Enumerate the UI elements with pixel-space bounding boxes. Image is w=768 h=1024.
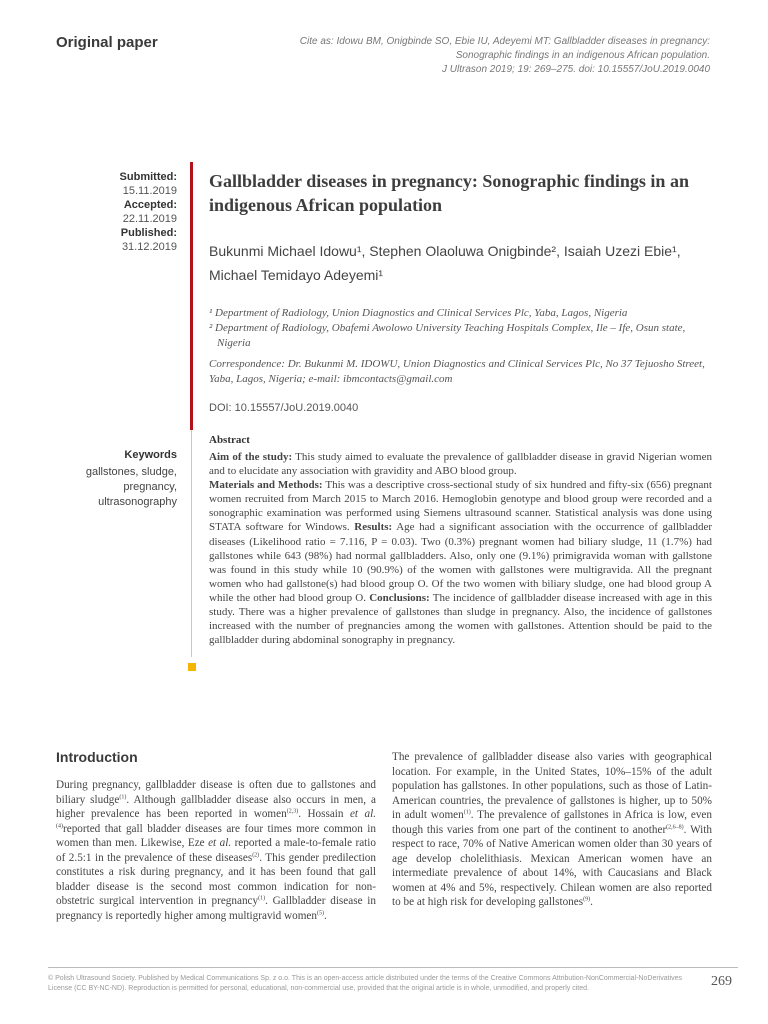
intro-text: . Hossain — [298, 808, 350, 820]
ref-marker: (2) — [252, 851, 260, 858]
intro-text: reported that gall bladder diseases are four times more common in women than men. Likewise, Eze — [56, 822, 376, 849]
conclusions-text: The incidence of gallbladder disease increased with age in this study. There was a higher prevalence of gallstones than sludge in pregnancy. Also, the incidence of gallstones increased with the number of pregnancies among the women with gallstones. Attention should be paid to the gallbladder during abdominal sonography in pregnancy. — [209, 591, 713, 647]
ref-marker: (1) — [258, 895, 266, 902]
intro-text: . — [323, 909, 327, 922]
ref-marker: (9) — [583, 896, 591, 903]
intro-column-right — [392, 750, 712, 910]
affiliation-2: ² Department of Radiology, Obafemi Awolowo University Teaching Hospitals Complex, Ile – Ife, Osun state, Nigeria — [209, 322, 686, 349]
intro-text: . With respect to race, 70% of Native American women older than 30 years of age develop cholelithiasis. Mexican American women have an intermediate prevalence of about 14%, with Caucasians and Black women at 4% and 5%, respectively. Chilean women are also reported to be at high risk for developing gallstones — [392, 823, 712, 908]
intro-column-left — [56, 778, 376, 923]
intro-text: . This gender predilection constitutes a risk during pregnancy, and it has been found that gall bladder disease is the second most common indication for non-obstetric surgical intervention in pregnancy — [56, 851, 376, 907]
results-text: Age had a significant association with the occurrence of gallbladder diseases (Likelihood ratio = 7.116, P = 0.03). Two (0.3%) pregnant women had biliary sludge, 11 (1.7%) had gallstones while 643 (98%) had normal gallbladders. Also, only one (9.1%) primigravida woman with gallstone was found in this study while 10 (90.9%) of the women with gallstones were multigravida. All the pregnant women who had gallstone(s) had blood group O. Of the two women with biliary sludge, one had blood group A while the other had blood group O. — [209, 521, 713, 604]
affiliation-1: ¹ Department of Radiology, Union Diagnostics and Clinical Services Plc, Yaba, Lagos, Nigeria — [209, 307, 628, 319]
page-number: 269 — [711, 974, 732, 989]
methods-label: Materials and Methods: — [209, 479, 323, 492]
introduction-heading: Introduction — [56, 749, 138, 765]
abstract-body — [209, 450, 712, 647]
doi-label: DOI: 10.15557/JoU.2019.0040 — [209, 402, 359, 414]
author-list: Bukunmi Michael Idowu¹, Stephen Olaoluwa Onigbinde², Isaiah Uzezi Ebie¹, Michael Temidayo Adeyemi¹ — [209, 243, 681, 283]
intro-text: The prevalence of gallbladder disease also varies with geographical location. For example, in the United States, 10%–15% of the adult population has gallstones. In other populations, such as those of Latin-American countries, the prevalence of gallstones is higher, up to 50% in adult women — [392, 751, 712, 821]
dates-block — [60, 170, 177, 254]
accent-square-yellow — [188, 663, 196, 671]
article-title: Gallbladder diseases in pregnancy: Sonographic findings in an indigenous African population — [209, 171, 689, 215]
ref-marker: (4) — [56, 822, 63, 829]
submitted-date: 15.11.2019 — [122, 185, 177, 197]
paper-type-label: Original paper — [56, 34, 158, 51]
citation-block — [260, 35, 710, 77]
affiliations — [209, 306, 719, 351]
footer-divider — [48, 967, 738, 968]
intro-text: . Although gallbladder disease also occurs in men, a higher prevalence has been reported in women — [56, 793, 376, 820]
ref-marker: (5) — [316, 909, 324, 916]
ref-marker: (2,3) — [286, 808, 299, 815]
citation-line: Sonographic findings in an indigenous African population. — [455, 50, 710, 61]
published-label: Published: — [120, 227, 177, 239]
accepted-label: Accepted: — [123, 199, 177, 211]
aim-label: Aim of the study: — [209, 451, 293, 463]
keywords-heading: Keywords — [124, 449, 177, 461]
intro-text: reported a male-to-female ratio of 2.5:1 in the prevalence of these diseases — [56, 837, 376, 864]
et-al: et al. — [349, 808, 376, 820]
abstract-heading: Abstract — [209, 434, 250, 446]
accent-bar-red — [190, 162, 193, 430]
ref-marker: (1) — [463, 809, 471, 816]
submitted-label: Submitted: — [119, 171, 177, 183]
ref-marker: (1) — [119, 793, 127, 800]
accent-bar-gray — [191, 430, 192, 657]
citation-line: Cite as: Idowu BM, Onigbinde SO, Ebie IU, Adeyemi MT: Gallbladder diseases in pregnancy: — [299, 36, 710, 47]
citation-line: J Ultrason 2019; 19: 269–275. doi: 10.15557/JoU.2019.0040 — [442, 64, 710, 75]
conclusions-label: Conclusions: — [369, 591, 430, 604]
aim-text: This study aimed to evaluate the prevalence of gallbladder disease in gravid Nigerian women and to elucidate any association with gravidity and ABO blood group. — [209, 451, 712, 478]
intro-text: . Gallbladder disease in pregnancy is reportedly higher among multigravid women — [56, 895, 376, 922]
ref-marker: (2,6–8) — [666, 823, 684, 830]
intro-text: . — [590, 896, 593, 908]
accepted-date: 22.11.2019 — [122, 213, 177, 225]
et-al: et al. — [208, 837, 232, 849]
intro-text: During pregnancy, gallbladder disease is often due to gallstones and biliary sludge — [56, 779, 376, 806]
published-date: 31.12.2019 — [121, 241, 177, 253]
correspondence: Correspondence: Dr. Bukunmi M. IDOWU, Union Diagnostics and Clinical Services Plc, No 37 Tejuosho Street, Yaba, Lagos, Nigeria; e-mail: ibmcontacts@gmail.com — [209, 358, 705, 385]
results-label: Results: — [354, 521, 393, 534]
methods-text: This was a descriptive cross-sectional study of six hundred and fifty-six (656) pregnant women recruited from March 2015 to March 2016. Hemoglobin genotype and blood group were recorded and a sonographic examination was performed using Siemens ultrasound scanner. Statistical analysis was done using STATA software for Windows. — [209, 479, 712, 534]
license-text: © Polish Ultrasound Society. Published by Medical Communications Sp. z o.o. This is an open-access article distributed under the terms of the Creative Commons Attribution-NonCommercial-NoDerivatives License (CC BY-NC-ND). Reproduction is permitted for personal, educational, non-commercial use, provided that the original article is in whole, unmodified, and properly cited. — [48, 975, 683, 992]
keywords-block — [60, 448, 177, 510]
intro-text: . The prevalence of gallstones in Africa is low, even though this varies from one part of the continent to another — [392, 809, 712, 836]
keywords-list: gallstones, sludge, pregnancy, ultrasonography — [85, 466, 177, 508]
